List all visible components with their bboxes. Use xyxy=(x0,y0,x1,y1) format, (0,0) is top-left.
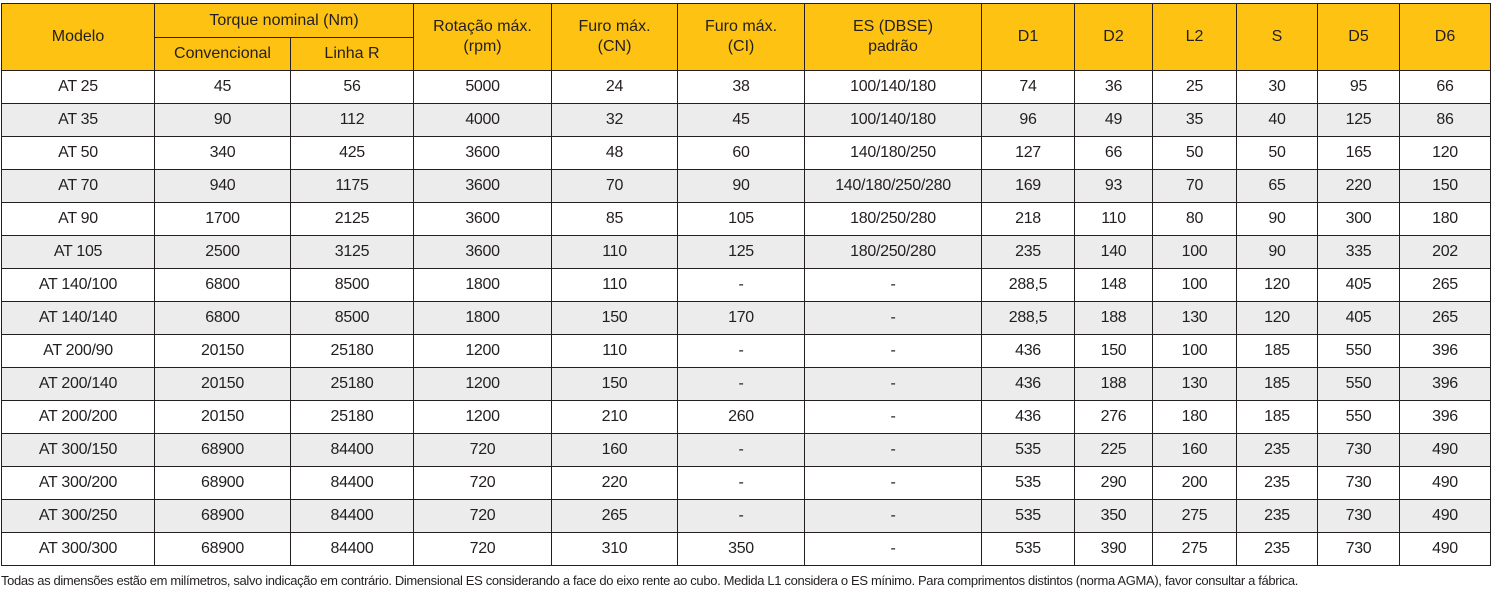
cell-s: 185 xyxy=(1237,401,1318,434)
cell-furo-cn: 70 xyxy=(552,170,678,203)
table-row xyxy=(2,500,1491,533)
cell-torque-convencional: 1700 xyxy=(155,203,291,236)
cell-rotacao: 1200 xyxy=(414,335,552,368)
cell-modelo: AT 140/140 xyxy=(2,302,155,335)
cell-d5: 730 xyxy=(1318,533,1400,566)
cell-furo-cn: 220 xyxy=(552,467,678,500)
cell-d1: 74 xyxy=(982,71,1075,104)
cell-torque-convencional: 2500 xyxy=(155,236,291,269)
header-d5: D5 xyxy=(1318,4,1400,71)
cell-torque-convencional: 68900 xyxy=(155,500,291,533)
table-header xyxy=(2,4,1491,71)
cell-l2: 70 xyxy=(1153,170,1237,203)
cell-l2: 100 xyxy=(1153,236,1237,269)
cell-furo-cn: 310 xyxy=(552,533,678,566)
cell-d6: 120 xyxy=(1400,137,1491,170)
cell-d6: 396 xyxy=(1400,368,1491,401)
cell-d5: 405 xyxy=(1318,269,1400,302)
cell-d6: 150 xyxy=(1400,170,1491,203)
cell-s: 120 xyxy=(1237,302,1318,335)
cell-furo-cn: 110 xyxy=(552,335,678,368)
cell-d1: 535 xyxy=(982,467,1075,500)
cell-torque-convencional: 90 xyxy=(155,104,291,137)
cell-d6: 490 xyxy=(1400,434,1491,467)
cell-torque-convencional: 340 xyxy=(155,137,291,170)
specifications-table xyxy=(1,3,1491,566)
cell-l2: 35 xyxy=(1153,104,1237,137)
header-rotacao-line2: (rpm) xyxy=(463,38,502,55)
footnote: Todas as dimensões estão em milímetros, salvo indicação em contrário. Dimensional ES considerando a face do eixo rente ao cubo. Medida L1 considera o ES mínimo. Para comprimentos distintos (norma AGMA), favor consultar a fábrica. xyxy=(1,573,1299,588)
cell-torque-convencional: 940 xyxy=(155,170,291,203)
cell-d6: 396 xyxy=(1400,401,1491,434)
cell-d5: 165 xyxy=(1318,137,1400,170)
cell-es: - xyxy=(805,269,982,302)
header-es-line1: ES (DBSE) xyxy=(853,18,934,35)
cell-furo-ci: 350 xyxy=(678,533,805,566)
cell-s: 235 xyxy=(1237,467,1318,500)
header-furo-ci-line1: Furo máx. xyxy=(705,18,778,35)
cell-furo-cn: 32 xyxy=(552,104,678,137)
table-row xyxy=(2,170,1491,203)
cell-furo-ci: 45 xyxy=(678,104,805,137)
table-row xyxy=(2,269,1491,302)
cell-d6: 490 xyxy=(1400,467,1491,500)
cell-es: 140/180/250 xyxy=(805,137,982,170)
cell-modelo: AT 90 xyxy=(2,203,155,236)
header-rotacao-max xyxy=(414,4,552,71)
cell-furo-ci: - xyxy=(678,269,805,302)
cell-d6: 202 xyxy=(1400,236,1491,269)
cell-d2: 110 xyxy=(1075,203,1153,236)
cell-furo-cn: 160 xyxy=(552,434,678,467)
cell-d5: 300 xyxy=(1318,203,1400,236)
cell-rotacao: 3600 xyxy=(414,170,552,203)
cell-torque-linha-r: 25180 xyxy=(291,401,414,434)
cell-d2: 188 xyxy=(1075,302,1153,335)
cell-torque-convencional: 68900 xyxy=(155,533,291,566)
cell-d2: 188 xyxy=(1075,368,1153,401)
cell-d2: 36 xyxy=(1075,71,1153,104)
cell-l2: 100 xyxy=(1153,335,1237,368)
cell-d1: 288,5 xyxy=(982,269,1075,302)
cell-furo-ci: 38 xyxy=(678,71,805,104)
cell-torque-linha-r: 3125 xyxy=(291,236,414,269)
cell-d5: 730 xyxy=(1318,467,1400,500)
cell-d2: 350 xyxy=(1075,500,1153,533)
cell-modelo: AT 140/100 xyxy=(2,269,155,302)
cell-es: - xyxy=(805,368,982,401)
cell-rotacao: 3600 xyxy=(414,236,552,269)
cell-d1: 288,5 xyxy=(982,302,1075,335)
table-row xyxy=(2,203,1491,236)
cell-rotacao: 720 xyxy=(414,434,552,467)
cell-torque-convencional: 6800 xyxy=(155,302,291,335)
header-d6: D6 xyxy=(1400,4,1491,71)
cell-modelo: AT 200/200 xyxy=(2,401,155,434)
table-row xyxy=(2,335,1491,368)
cell-es: - xyxy=(805,533,982,566)
cell-furo-ci: 105 xyxy=(678,203,805,236)
cell-d5: 220 xyxy=(1318,170,1400,203)
header-furo-cn-line2: (CN) xyxy=(597,38,632,55)
cell-torque-convencional: 20150 xyxy=(155,401,291,434)
cell-rotacao: 3600 xyxy=(414,203,552,236)
cell-torque-linha-r: 2125 xyxy=(291,203,414,236)
cell-torque-linha-r: 8500 xyxy=(291,269,414,302)
cell-furo-ci: 90 xyxy=(678,170,805,203)
cell-rotacao: 720 xyxy=(414,467,552,500)
cell-torque-linha-r: 84400 xyxy=(291,500,414,533)
header-rotacao-line1: Rotação máx. xyxy=(433,18,532,35)
cell-d6: 396 xyxy=(1400,335,1491,368)
cell-modelo: AT 70 xyxy=(2,170,155,203)
cell-es: - xyxy=(805,302,982,335)
cell-torque-convencional: 20150 xyxy=(155,368,291,401)
cell-furo-cn: 85 xyxy=(552,203,678,236)
cell-d2: 49 xyxy=(1075,104,1153,137)
table-row xyxy=(2,467,1491,500)
cell-d2: 276 xyxy=(1075,401,1153,434)
cell-d2: 140 xyxy=(1075,236,1153,269)
cell-l2: 80 xyxy=(1153,203,1237,236)
cell-furo-cn: 265 xyxy=(552,500,678,533)
cell-l2: 50 xyxy=(1153,137,1237,170)
cell-modelo: AT 300/200 xyxy=(2,467,155,500)
cell-torque-linha-r: 25180 xyxy=(291,335,414,368)
cell-s: 90 xyxy=(1237,203,1318,236)
cell-es: - xyxy=(805,434,982,467)
cell-s: 50 xyxy=(1237,137,1318,170)
cell-torque-linha-r: 84400 xyxy=(291,467,414,500)
cell-d5: 550 xyxy=(1318,401,1400,434)
cell-d5: 550 xyxy=(1318,368,1400,401)
cell-d5: 335 xyxy=(1318,236,1400,269)
cell-torque-linha-r: 84400 xyxy=(291,533,414,566)
cell-d1: 436 xyxy=(982,335,1075,368)
table-row xyxy=(2,71,1491,104)
cell-d1: 535 xyxy=(982,434,1075,467)
cell-furo-cn: 150 xyxy=(552,368,678,401)
cell-l2: 275 xyxy=(1153,533,1237,566)
cell-torque-linha-r: 56 xyxy=(291,71,414,104)
table-row xyxy=(2,401,1491,434)
header-torque-convencional: Convencional xyxy=(155,38,291,71)
cell-furo-cn: 24 xyxy=(552,71,678,104)
cell-rotacao: 720 xyxy=(414,500,552,533)
cell-d1: 235 xyxy=(982,236,1075,269)
table-row xyxy=(2,434,1491,467)
table-row xyxy=(2,104,1491,137)
cell-d5: 550 xyxy=(1318,335,1400,368)
table-row xyxy=(2,368,1491,401)
cell-torque-convencional: 6800 xyxy=(155,269,291,302)
cell-es: 100/140/180 xyxy=(805,104,982,137)
cell-modelo: AT 300/250 xyxy=(2,500,155,533)
header-s: S xyxy=(1237,4,1318,71)
cell-d2: 148 xyxy=(1075,269,1153,302)
cell-l2: 180 xyxy=(1153,401,1237,434)
cell-d2: 390 xyxy=(1075,533,1153,566)
cell-modelo: AT 105 xyxy=(2,236,155,269)
header-furo-ci xyxy=(678,4,805,71)
cell-rotacao: 4000 xyxy=(414,104,552,137)
cell-d1: 436 xyxy=(982,401,1075,434)
header-d2: D2 xyxy=(1075,4,1153,71)
cell-furo-ci: - xyxy=(678,335,805,368)
header-furo-cn-line1: Furo máx. xyxy=(578,18,651,35)
cell-furo-ci: - xyxy=(678,434,805,467)
cell-d1: 218 xyxy=(982,203,1075,236)
cell-d2: 93 xyxy=(1075,170,1153,203)
cell-d6: 265 xyxy=(1400,302,1491,335)
cell-rotacao: 1800 xyxy=(414,302,552,335)
table-row xyxy=(2,137,1491,170)
cell-s: 30 xyxy=(1237,71,1318,104)
cell-l2: 275 xyxy=(1153,500,1237,533)
cell-furo-ci: - xyxy=(678,368,805,401)
cell-furo-ci: 125 xyxy=(678,236,805,269)
cell-d1: 127 xyxy=(982,137,1075,170)
cell-es: - xyxy=(805,401,982,434)
cell-d1: 169 xyxy=(982,170,1075,203)
cell-es: - xyxy=(805,335,982,368)
cell-furo-ci: - xyxy=(678,500,805,533)
cell-torque-linha-r: 8500 xyxy=(291,302,414,335)
cell-furo-cn: 110 xyxy=(552,236,678,269)
cell-d1: 535 xyxy=(982,533,1075,566)
table-body xyxy=(2,71,1491,566)
header-furo-ci-line2: (CI) xyxy=(727,38,755,55)
cell-d1: 535 xyxy=(982,500,1075,533)
cell-es: - xyxy=(805,467,982,500)
cell-rotacao: 1800 xyxy=(414,269,552,302)
cell-d1: 436 xyxy=(982,368,1075,401)
cell-furo-ci: 60 xyxy=(678,137,805,170)
cell-torque-linha-r: 112 xyxy=(291,104,414,137)
cell-es: 100/140/180 xyxy=(805,71,982,104)
cell-d2: 290 xyxy=(1075,467,1153,500)
header-torque-linha-r: Linha R xyxy=(291,38,414,71)
cell-l2: 25 xyxy=(1153,71,1237,104)
cell-d6: 490 xyxy=(1400,533,1491,566)
cell-s: 120 xyxy=(1237,269,1318,302)
cell-torque-convencional: 68900 xyxy=(155,467,291,500)
cell-d6: 490 xyxy=(1400,500,1491,533)
header-furo-cn xyxy=(552,4,678,71)
header-torque-nominal: Torque nominal (Nm) xyxy=(155,4,414,38)
cell-modelo: AT 300/150 xyxy=(2,434,155,467)
table-row xyxy=(2,302,1491,335)
cell-l2: 100 xyxy=(1153,269,1237,302)
cell-furo-cn: 210 xyxy=(552,401,678,434)
cell-furo-ci: 260 xyxy=(678,401,805,434)
header-es-dbse xyxy=(805,4,982,71)
cell-d1: 96 xyxy=(982,104,1075,137)
cell-modelo: AT 300/300 xyxy=(2,533,155,566)
header-es-line2: padrão xyxy=(868,38,918,55)
cell-es: 180/250/280 xyxy=(805,203,982,236)
cell-s: 235 xyxy=(1237,434,1318,467)
cell-d6: 180 xyxy=(1400,203,1491,236)
cell-rotacao: 1200 xyxy=(414,368,552,401)
cell-furo-cn: 110 xyxy=(552,269,678,302)
cell-modelo: AT 200/140 xyxy=(2,368,155,401)
cell-l2: 130 xyxy=(1153,302,1237,335)
cell-s: 185 xyxy=(1237,368,1318,401)
header-modelo: Modelo xyxy=(2,4,155,71)
cell-furo-cn: 150 xyxy=(552,302,678,335)
cell-torque-convencional: 20150 xyxy=(155,335,291,368)
cell-modelo: AT 25 xyxy=(2,71,155,104)
cell-s: 90 xyxy=(1237,236,1318,269)
cell-d5: 95 xyxy=(1318,71,1400,104)
cell-torque-linha-r: 425 xyxy=(291,137,414,170)
cell-s: 65 xyxy=(1237,170,1318,203)
cell-rotacao: 720 xyxy=(414,533,552,566)
cell-es: - xyxy=(805,500,982,533)
cell-furo-ci: - xyxy=(678,467,805,500)
cell-l2: 160 xyxy=(1153,434,1237,467)
cell-d6: 86 xyxy=(1400,104,1491,137)
cell-l2: 200 xyxy=(1153,467,1237,500)
table-row xyxy=(2,236,1491,269)
cell-d2: 150 xyxy=(1075,335,1153,368)
cell-es: 180/250/280 xyxy=(805,236,982,269)
cell-modelo: AT 35 xyxy=(2,104,155,137)
cell-modelo: AT 200/90 xyxy=(2,335,155,368)
cell-rotacao: 3600 xyxy=(414,137,552,170)
cell-s: 185 xyxy=(1237,335,1318,368)
cell-modelo: AT 50 xyxy=(2,137,155,170)
cell-d5: 730 xyxy=(1318,500,1400,533)
cell-d5: 730 xyxy=(1318,434,1400,467)
cell-rotacao: 1200 xyxy=(414,401,552,434)
cell-furo-cn: 48 xyxy=(552,137,678,170)
header-d1: D1 xyxy=(982,4,1075,71)
cell-d6: 66 xyxy=(1400,71,1491,104)
table-row xyxy=(2,533,1491,566)
cell-torque-linha-r: 25180 xyxy=(291,368,414,401)
cell-torque-convencional: 68900 xyxy=(155,434,291,467)
cell-d5: 125 xyxy=(1318,104,1400,137)
cell-l2: 130 xyxy=(1153,368,1237,401)
cell-es: 140/180/250/280 xyxy=(805,170,982,203)
cell-s: 235 xyxy=(1237,500,1318,533)
cell-furo-ci: 170 xyxy=(678,302,805,335)
cell-torque-linha-r: 1175 xyxy=(291,170,414,203)
cell-s: 235 xyxy=(1237,533,1318,566)
cell-d2: 225 xyxy=(1075,434,1153,467)
cell-d2: 66 xyxy=(1075,137,1153,170)
cell-s: 40 xyxy=(1237,104,1318,137)
cell-torque-convencional: 45 xyxy=(155,71,291,104)
header-l2: L2 xyxy=(1153,4,1237,71)
cell-d6: 265 xyxy=(1400,269,1491,302)
cell-rotacao: 5000 xyxy=(414,71,552,104)
cell-torque-linha-r: 84400 xyxy=(291,434,414,467)
cell-d5: 405 xyxy=(1318,302,1400,335)
